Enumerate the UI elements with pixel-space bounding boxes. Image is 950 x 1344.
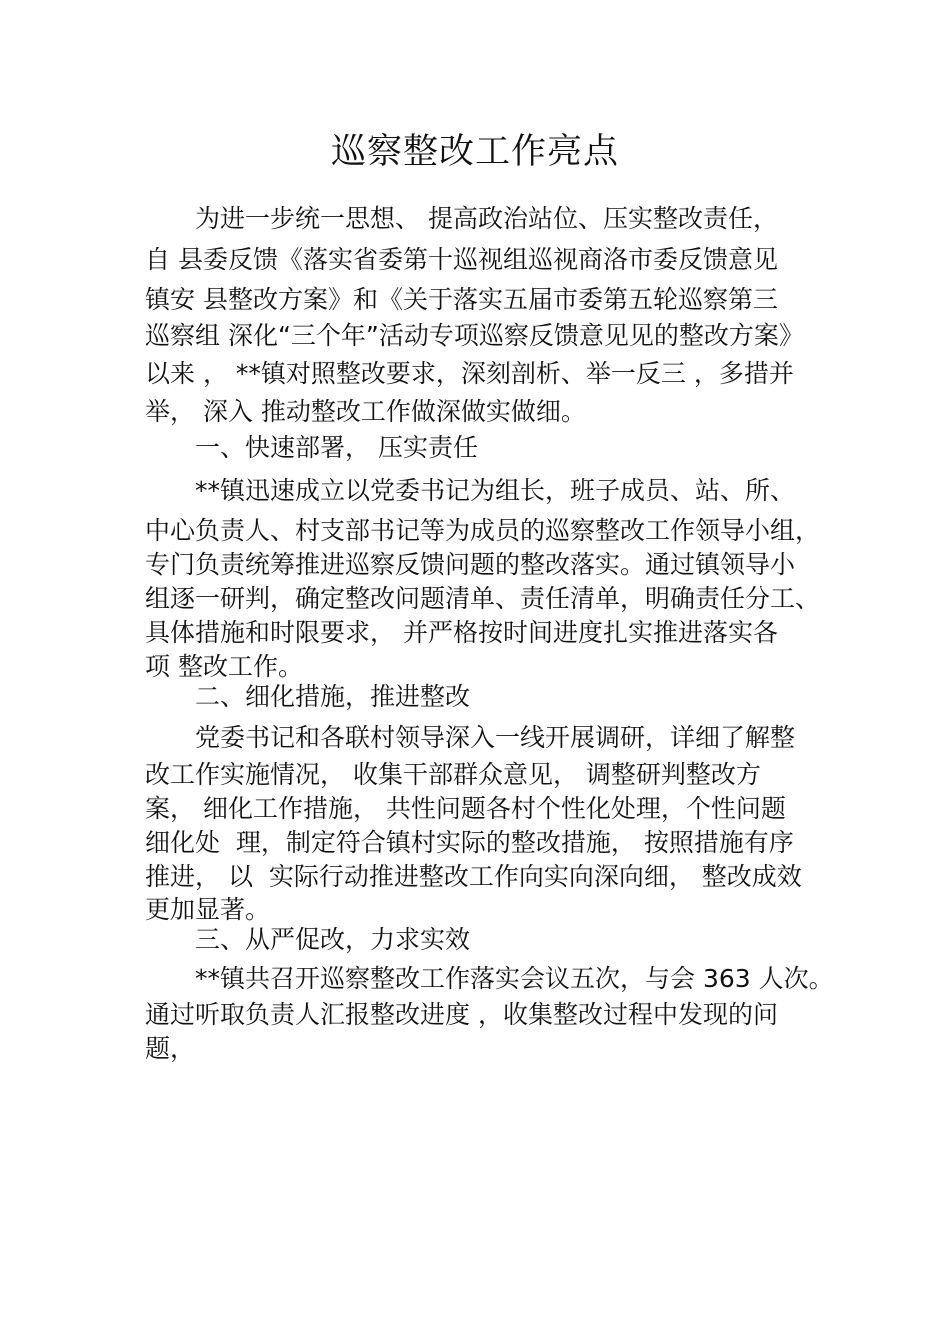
paragraph-line: 专门负责统筹推进巡察反馈问题的整改落实。通过镇领导小 — [145, 550, 796, 579]
paragraph-line: 党委书记和各联村领导深入一线开展调研，详细了解整 — [195, 723, 796, 752]
paragraph-line: 举， 深入 推动整改工作做深做实做细。 — [145, 397, 586, 426]
paragraph-line: 镇安 县整改方案》和《关于落实五届市委第五轮巡察第三 — [145, 285, 778, 314]
paragraph-line: 更加显著。 — [145, 895, 271, 924]
paragraph-line: 案， 细化工作措施， 共性问题各村个性化处理，个性问题 — [145, 794, 786, 823]
paragraph-line: 以来 ， **镇对照整改要求，深刻剖析、举一反三 ，多措并 — [145, 359, 794, 388]
paragraph-line: 组逐一研判，确定整改问题清单、责任清单，明确责任分工、 — [145, 584, 821, 613]
paragraph-line: 改工作实施情况， 收集干部群众意见， 调整研判整改方 — [145, 760, 761, 789]
paragraph-line: 推进， 以 实际行动推进整改工作向实向深向细， 整改成效 — [145, 862, 802, 891]
paragraph-line: **镇共召开巡察整改工作落实会议五次，与会 363 人次。 — [195, 964, 834, 993]
section-heading: 二、细化措施，推进整改 — [195, 682, 471, 711]
section-heading: 三、从严促改，力求实效 — [195, 925, 471, 954]
paragraph-line: 题， — [145, 1034, 196, 1063]
paragraph-line: **镇迅速成立以党委书记为组长，班子成员、站、所、 — [195, 476, 796, 505]
paragraph-line: 项 整改工作。 — [145, 652, 303, 681]
paragraph-line: 为进一步统一思想、 提高政治站位、压实整改责任， — [195, 204, 778, 233]
section-heading: 一、快速部署， 压实责任 — [195, 433, 478, 462]
paragraph-line: 具体措施和时限要求， 并严格按时间进度扎实推进落实各 — [145, 618, 778, 647]
paragraph-line: 细化处 理，制定符合镇村实际的整改措施， 按照措施有序 — [145, 828, 794, 857]
page-title: 巡察整改工作亮点 — [330, 132, 619, 172]
paragraph-line: 巡察组 深化“三个年”活动专项巡察反馈意见见的整改方案》 — [145, 321, 804, 350]
paragraph-line: 中心负责人、村支部书记等为成员的巡察整改工作领导小组， — [145, 516, 821, 545]
paragraph-line: 自 县委反馈《落实省委第十巡视组巡视商洛市委反馈意见 — [145, 245, 778, 274]
paragraph-line: 通过听取负责人汇报整改进度 ，收集整改过程中发现的问 — [145, 1000, 778, 1029]
